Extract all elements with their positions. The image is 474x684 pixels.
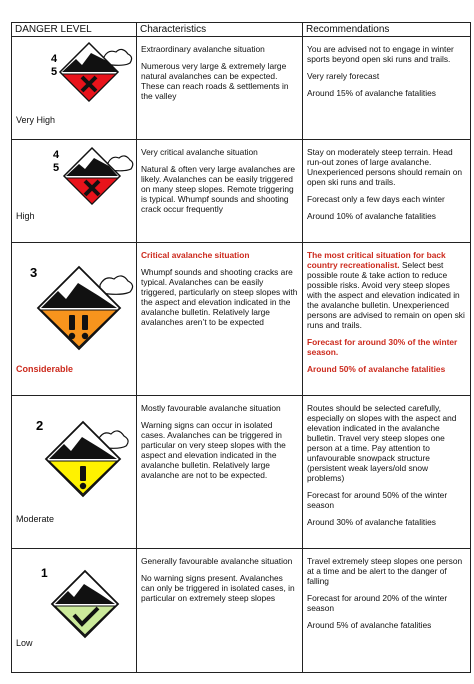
- recommendations-text: You are advised not to engage in winter sports beyond open ski runs and trails.: [307, 44, 454, 64]
- level-number-bottom: 5: [53, 162, 60, 174]
- level-number-top: 1: [41, 566, 48, 580]
- level-label: Moderate: [16, 514, 55, 524]
- recommendations-text: Travel extremely steep slopes one person at a time and be alert to the danger of falling: [307, 556, 463, 586]
- characteristics-text: No warning signs present. Avalanches can only be triggered in isolated cases, in particular on extremely steep slopes: [141, 573, 295, 603]
- header-recommendations: Recommendations: [303, 23, 471, 37]
- level-cell-moderate: [12, 396, 137, 549]
- level-cell-considerable: [12, 243, 137, 396]
- characteristics-text: Natural & often very large avalanches are likely. Avalanches can be easily triggered on many steep slopes. Remote triggering is typical. Whumpf sounds and shooting crack occur frequently: [141, 164, 296, 214]
- table-row: [12, 549, 471, 673]
- table-row: [12, 37, 471, 140]
- level-label: Considerable: [16, 364, 74, 374]
- characteristics-cell: [137, 396, 303, 549]
- characteristics-text: Whumpf sounds and shooting cracks are typical. Avalanches can be easily triggered, particularly on steep slopes with the aspect and elevation indicated in the avalanche bulletin. Relatively large avalanches aren’t to be expected: [141, 267, 298, 327]
- characteristics-title: Generally favourable avalanche situation: [141, 556, 293, 566]
- characteristics-title: Critical avalanche situation: [141, 250, 250, 260]
- characteristics-cell: [137, 549, 303, 673]
- forecast-text: Forecast for around 30% of the winter season.: [307, 337, 458, 357]
- characteristics-title: Very critical avalanche situation: [141, 147, 258, 157]
- recommendations-text: [307, 250, 466, 330]
- characteristics-cell: [137, 140, 303, 243]
- avalanche-danger-table: [11, 22, 471, 673]
- table-row: [12, 140, 471, 243]
- recommendations-cell: [303, 140, 471, 243]
- fatalities-text: Around 10% of avalanche fatalities: [307, 211, 436, 221]
- recommendations-body: Select best possible route & take action to reduce possible risks. Avoid very steep slopes with the aspect and elevation indicated in the avalanche bulletin. Unexperienced persons are advised to remain on open ski runs and trails.: [307, 260, 465, 330]
- forecast-text: Forecast for around 20% of the winter season: [307, 593, 448, 613]
- level-cell-low: [12, 549, 137, 673]
- level-number-top: 2: [36, 418, 44, 433]
- forecast-text: Forecast only a few days each winter: [307, 194, 445, 204]
- recommendations-text: Routes should be selected carefully, especially on slopes with the aspect and elevation indicated in the avalanche bulletin. Travel very steep slopes one person at a time. Pay attention to unfavourable snowpack structure (persistent weak layers/old snow problems): [307, 403, 457, 483]
- characteristics-cell: [137, 243, 303, 396]
- characteristics-title: Extraordinary avalanche situation: [141, 44, 265, 54]
- recommendations-cell: [303, 37, 471, 140]
- level-cell-high: [12, 140, 137, 243]
- level-number-top: 3: [30, 265, 38, 280]
- level-cell-very-high: [12, 37, 137, 140]
- danger-scale-sheet: [11, 22, 470, 673]
- characteristics-cell: [137, 37, 303, 140]
- characteristics-title: Mostly favourable avalanche situation: [141, 403, 281, 413]
- header-danger-level: DANGER LEVEL: [12, 23, 137, 37]
- fatalities-text: Around 5% of avalanche fatalities: [307, 620, 432, 630]
- table-header-row: [12, 23, 471, 37]
- forecast-text: Very rarely forecast: [307, 71, 380, 81]
- fatalities-text: Around 50% of avalanche fatalities: [307, 364, 446, 374]
- fatalities-text: Around 30% of avalanche fatalities: [307, 517, 436, 527]
- level-number-top: 4: [51, 53, 58, 65]
- forecast-text: Forecast for around 50% of the winter season: [307, 490, 448, 510]
- fatalities-text: Around 15% of avalanche fatalities: [307, 88, 436, 98]
- recommendations-title: The most critical situation for back country recreationalist.: [307, 250, 446, 270]
- recommendations-cell: [303, 396, 471, 549]
- red-cross-avalanche-icon: [12, 140, 137, 240]
- characteristics-text: Warning signs can occur in isolated cases. Avalanches can be triggered in particular on very steep slopes with the aspect and elevation indicated in the avalanche bulletin. Relatively large avalanche are not to be expected.: [141, 420, 286, 480]
- header-characteristics: Characteristics: [137, 23, 303, 37]
- level-label: Low: [16, 638, 33, 648]
- characteristics-text: Numerous very large & extremely large natural avalanches can be expected. These can reach roads & settlements in the valley: [141, 61, 289, 101]
- checkmark-avalanche-icon: [12, 549, 137, 669]
- level-number-bottom: 5: [51, 66, 58, 78]
- level-number-top: 4: [53, 149, 60, 161]
- recommendations-text: Stay on moderately steep terrain. Head run-out zones of large avalanche. Unexperienced persons should remain on open ski runs and trails.: [307, 147, 463, 187]
- table-row: [12, 243, 471, 396]
- recommendations-cell: [303, 243, 471, 396]
- level-label: High: [16, 211, 35, 221]
- recommendations-cell: [303, 549, 471, 673]
- level-label: Very High: [16, 115, 56, 125]
- table-row: [12, 396, 471, 549]
